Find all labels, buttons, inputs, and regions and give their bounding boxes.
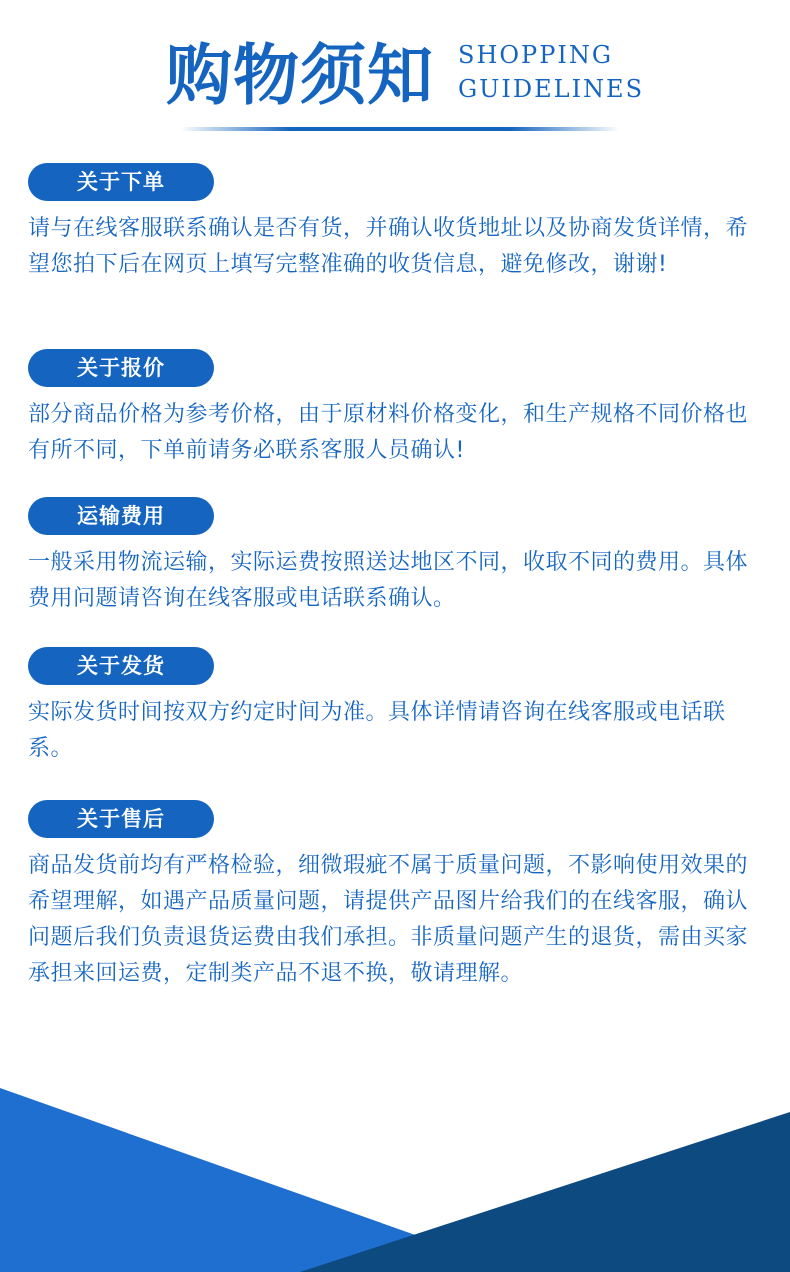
section-order	[28, 163, 758, 283]
section-text: 实际发货时间按双方约定时间为准。具体详情请咨询在线客服或电话联系。	[28, 700, 726, 761]
section-pricing	[28, 349, 758, 469]
page-header	[0, 0, 790, 140]
section-text: 请与在线客服联系确认是否有货，并确认收货地址以及协商发货详情，希望您拍下后在网页上填写完整准确的收货信息，避免修改，谢谢!	[28, 216, 749, 277]
footer-dark-shape	[300, 1112, 790, 1272]
section-label: 关于售后	[28, 800, 214, 838]
section-text: 一般采用物流运输，实际运费按照送达地区不同，收取不同的费用。具体费用问题请咨询在线客服或电话联系确认。	[28, 550, 749, 611]
subtitle-line-1: SHOPPING	[458, 41, 613, 69]
page-title: 购物须知	[166, 37, 434, 114]
section-after-sales	[28, 800, 758, 992]
section-label: 关于报价	[28, 349, 214, 387]
subtitle-line-2: GUIDELINES	[458, 75, 645, 103]
section-label: 运输费用	[28, 497, 214, 535]
section-delivery	[28, 647, 758, 767]
section-shipping-fee	[28, 497, 758, 617]
section-text: 部分商品价格为参考价格，由于原材料价格变化，和生产规格不同价格也有所不同，下单前请务必联系客服人员确认!	[28, 402, 749, 463]
title-underline-divider	[180, 127, 620, 131]
section-text: 商品发货前均有严格检验，细微瑕疵不属于质量问题，不影响使用效果的希望理解，如遇产品质量问题，请提供产品图片给我们的在线客服，确认问题后我们负责退货运费由我们承担。非质量问题产生的退货，需由买家承担来回运费，定制类产品不退不换，敬请理解。	[28, 853, 749, 986]
page-subtitle	[458, 38, 644, 106]
footer-decoration	[0, 1080, 790, 1272]
section-label: 关于下单	[28, 163, 214, 201]
section-label: 关于发货	[28, 647, 214, 685]
